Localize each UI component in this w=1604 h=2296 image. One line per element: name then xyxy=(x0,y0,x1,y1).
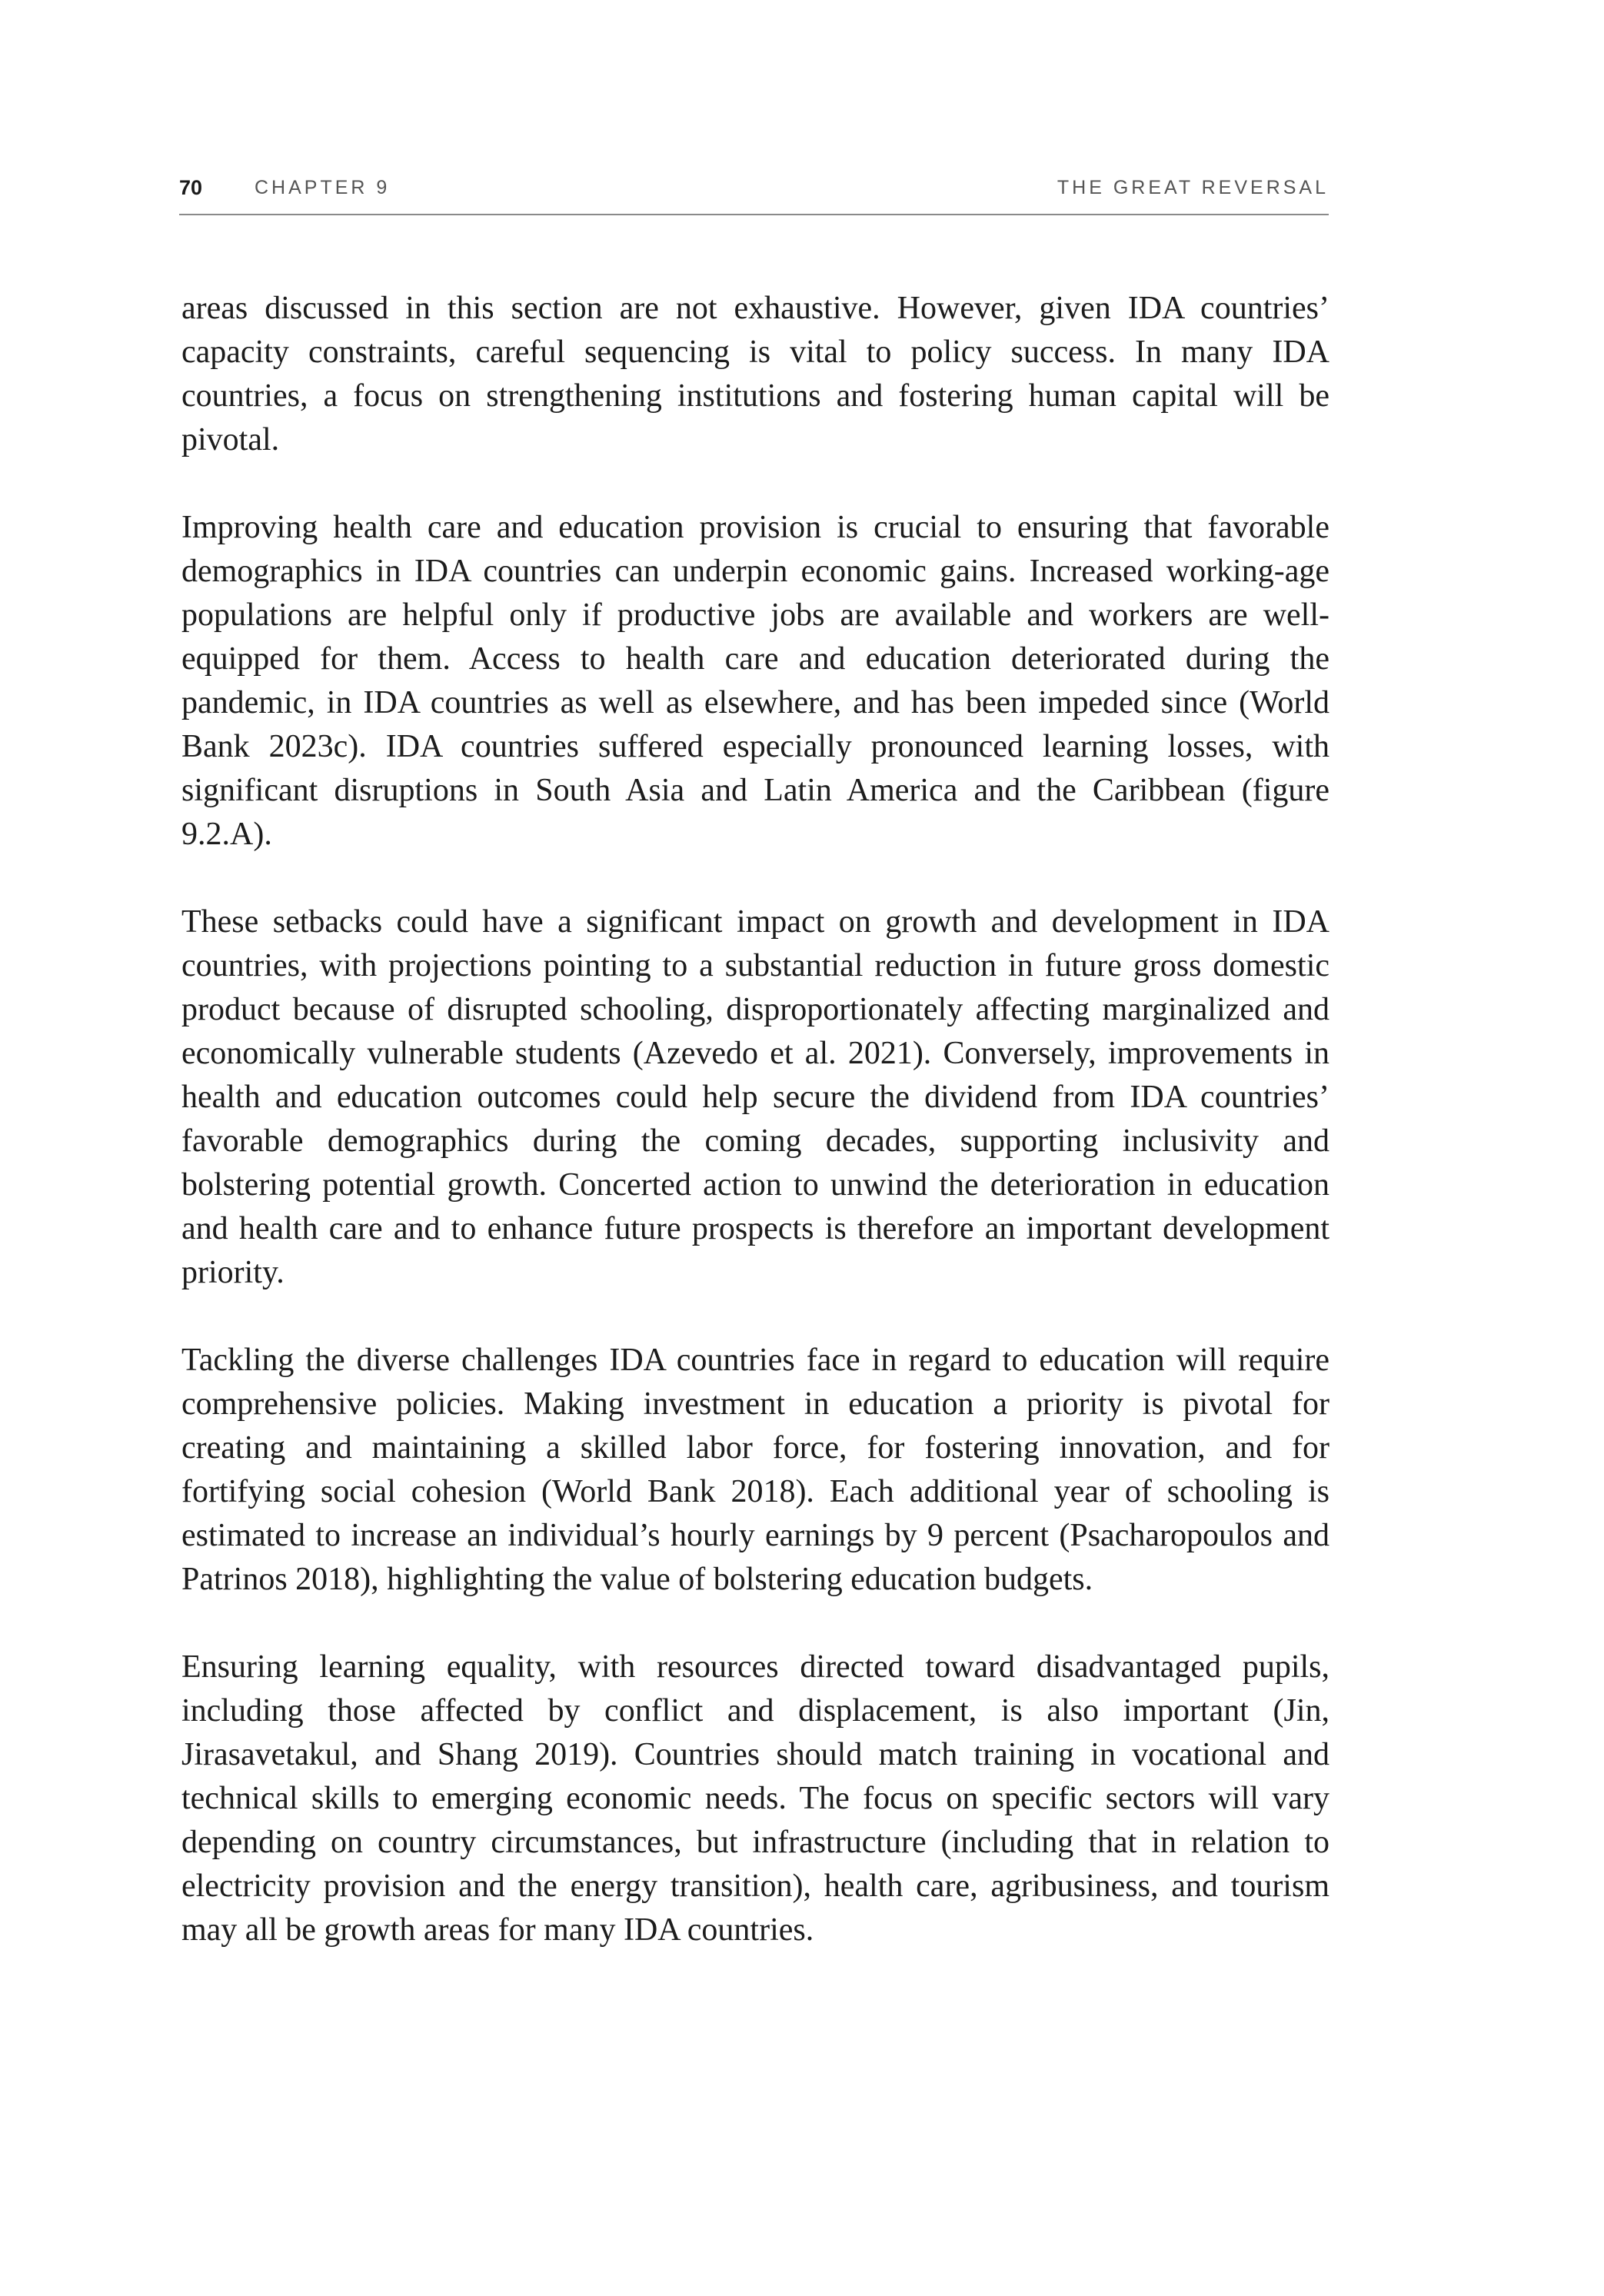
page-number: 70 xyxy=(179,176,203,199)
paragraph: Tackling the diverse challenges IDA countries face in regard to education will require comprehensive policies. Making investment in education a priority is pivotal for creating and maintaining a skilled labor force, for fostering innovation, and for fortifying social cohesion (World Bank 2018). Each additional year of schooling is estimated to increase an individual’s hourly earnings by 9 percent (Psacharopoulos and Patrinos 2018), highlighting the value of bolstering education budgets. xyxy=(181,1343,1329,1597)
paragraph: areas discussed in this section are not exhaustive. However, given IDA countries’ capacity constraints, careful sequencing is vital to policy success. In many IDA countries, a focus on strengthening institutions and fostering human capital will be pivotal. xyxy=(181,291,1329,458)
body-text xyxy=(181,287,1329,1996)
running-header xyxy=(179,174,1329,215)
paragraph: These setbacks could have a significant impact on growth and development in IDA countries, with projections pointing to a substantial reduction in future gross domestic product because of disrupted schooling, disproportionately affecting marginalized and economically vulnerable students (Azevedo et al. 2021). Conversely, improvements in health and education outcomes could help secure the dividend from IDA countries’ favorable demographics during the coming decades, supporting inclusivity and bolstering potential growth. Concerted action to unwind the deterioration in education and health care and to enhance future prospects is therefore an important development priority. xyxy=(181,904,1329,1290)
chapter-label: CHAPTER 9 xyxy=(255,177,391,198)
paragraph: Ensuring learning equality, with resources directed toward disadvantaged pupils, including those affected by conflict and displacement, is also important (Jin, Jirasavetakul, and Shang 2019). Countries should match training in vocational and technical skills to emerging economic needs. The focus on specific sectors will vary depending on country circumstances, but infrastructure (including that in relation to electricity provision and the energy transition), health care, agribusiness, and tourism may all be growth areas for many IDA countries. xyxy=(181,1649,1329,1948)
book-title: THE GREAT REVERSAL xyxy=(1057,177,1329,198)
paragraph: Improving health care and education provision is crucial to ensuring that favorable demographics in IDA countries can underpin economic gains. Increased working-age populations are helpful only if productive jobs are available and workers are well-equipped for them. Access to health care and education deteriorated during the pandemic, in IDA countries as well as elsewhere, and has been impeded since (World Bank 2023c). IDA countries suffered especially pronounced learning losses, with significant disruptions in South Asia and Latin America and the Caribbean (figure 9.2.A). xyxy=(181,510,1329,852)
